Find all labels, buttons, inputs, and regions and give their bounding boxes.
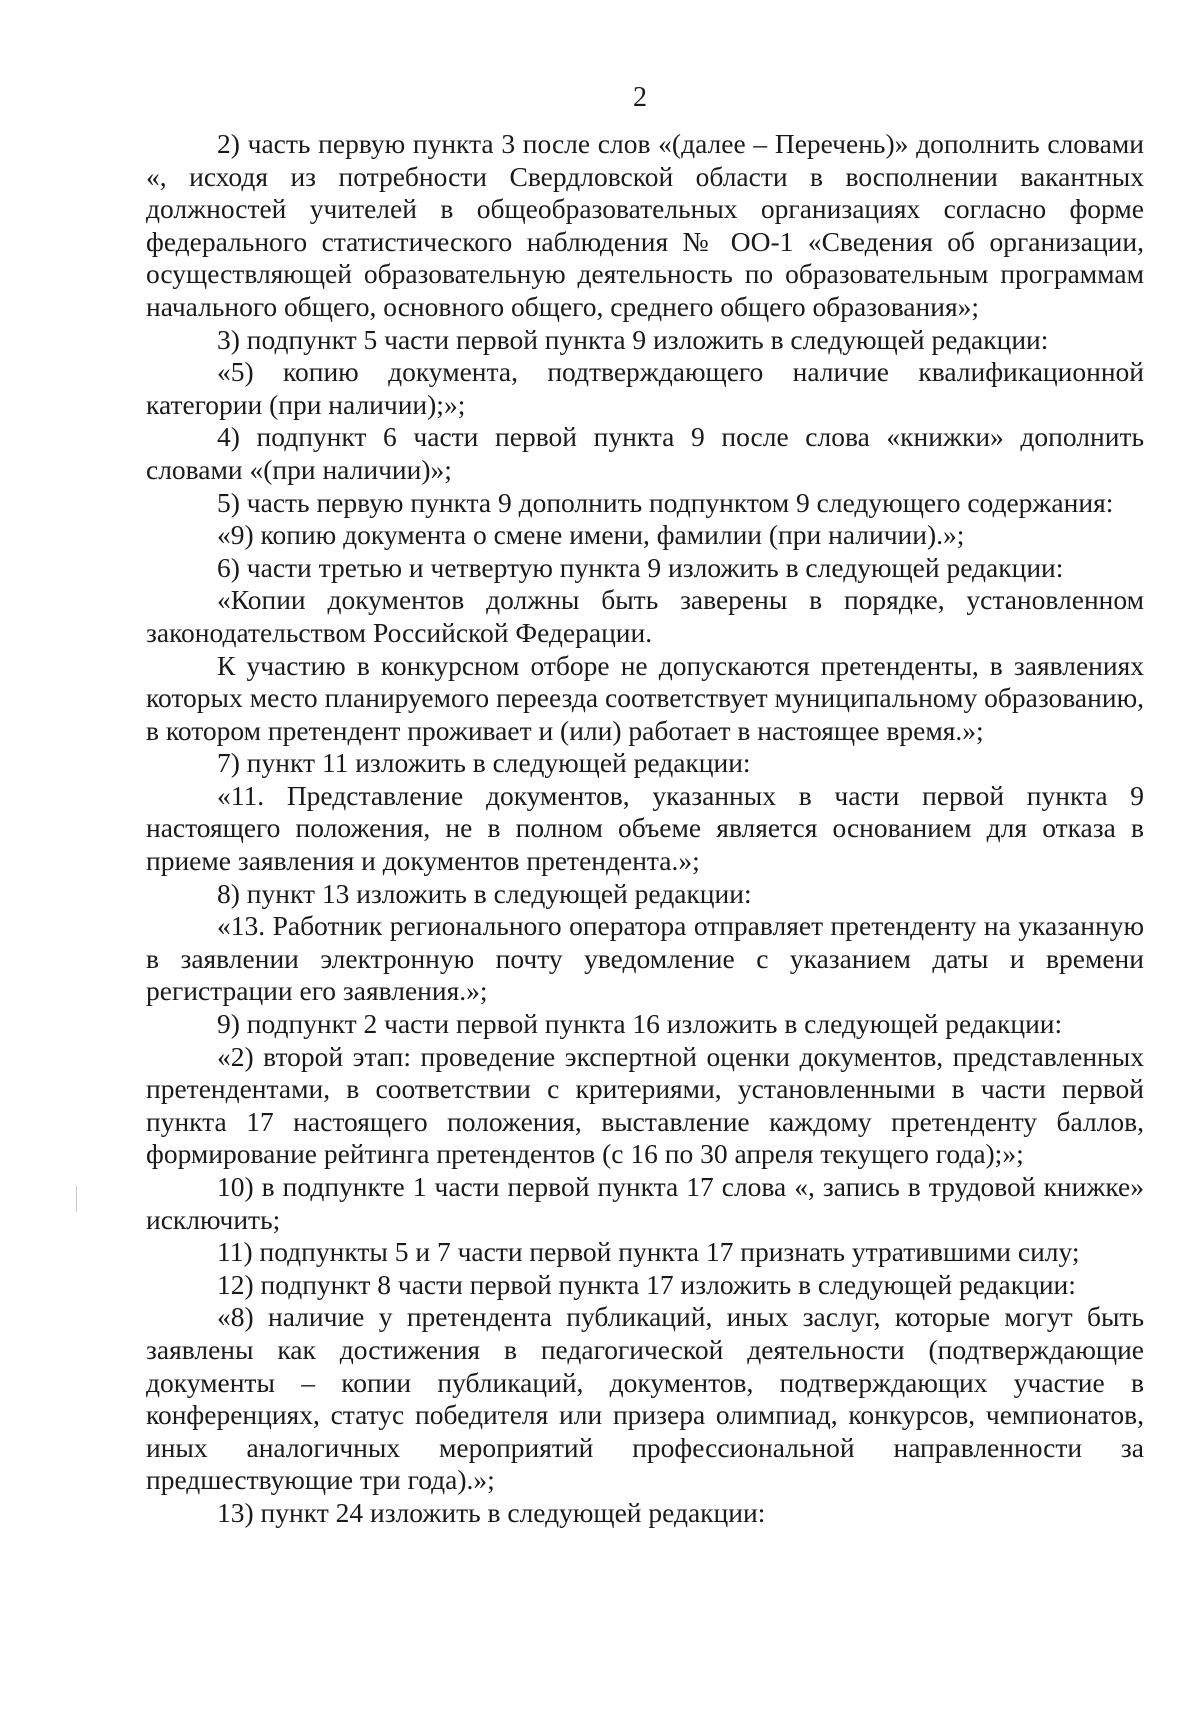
scan-artifact	[76, 1186, 77, 1212]
paragraph-quote-point-11: «11. Представление документов, указанных в части первой пункта 9 настоящего положения, не в полном объеме является основанием для отказа в приеме заявления и документов претендента.»;	[146, 779, 1144, 877]
paragraph-amendment-7: 7) пункт 11 изложить в следующей редакции:	[217, 747, 751, 779]
paragraph-quote-subpoint-8: «8) наличие у претендента публикаций, иных заслуг, которые могут быть заявлены как достижения в педагогической деятельности (подтверждающие документы – копии публикаций, документов, подтверждающих участие в конференциях, статус победителя или призера олимпиад, конкурсов, чемпионатов, иных аналогичных мероприятий профессиональной направленности за предшествующие три года).»;	[146, 1301, 1144, 1496]
paragraph-amendment-5: 5) часть первую пункта 9 дополнить подпунктом 9 следующего содержания:	[217, 486, 1114, 518]
paragraph-quote-subpoint-5: «5) копию документа, подтверждающего наличие квалификационной категории (при наличии);»;	[146, 356, 1144, 420]
paragraph-quote-subpoint-9: «9) копию документа о смене имени, фамилии (при наличии).»;	[217, 519, 965, 551]
document-body	[146, 128, 1144, 1530]
paragraph-quote-copies: «Копии документов должны быть заверены в порядке, установленном законодательством Российской Федерации.	[146, 584, 1144, 648]
paragraph-quote-admission: К участию в конкурсном отборе не допускаются претенденты, в заявлениях которых место планируемого переезда соответствует муниципальному образованию, в котором претендент проживает и (или) работает в настоящее время.»;	[146, 649, 1144, 746]
paragraph-quote-second-stage: «2) второй этап: проведение экспертной оценки документов, представленных претендентами, в соответствии с критериями, установленными в части первой пункта 17 настоящего положения, выставление каждому претенденту баллов, формирование рейтинга претендентов (с 16 по 30 апреля текущего года);»;	[146, 1040, 1144, 1170]
paragraph-amendment-6: 6) части третью и четвертую пункта 9 изложить в следующей редакции:	[217, 551, 1064, 583]
paragraph-amendment-3: 3) подпункт 5 части первой пункта 9 изложить в следующей редакции:	[217, 323, 1049, 355]
paragraph-amendment-10: 10) в подпункте 1 части первой пункта 17 слова «, запись в трудовой книжке» исключить;	[146, 1171, 1144, 1235]
paragraph-amendment-12: 12) подпункт 8 части первой пункта 17 изложить в следующей редакции:	[217, 1268, 1076, 1300]
paragraph-quote-point-13: «13. Работник регионального оператора отправляет претенденту на указанную в заявлении электронную почту уведомление с указанием даты и времени регистрации его заявления.»;	[146, 910, 1144, 1007]
paragraph-amendment-2: 2) часть первую пункта 3 после слов «(далее – Перечень)» дополнить словами «, исходя из потребности Свердловской области в восполнении вакантных должностей учителей в общеобразовательных организациях согласно форме федерального статистического наблюдения № ОО-1 «Сведения об организации, осуществляющей образовательную деятельность по образовательным программам начального общего, основного общего, среднего общего образования»;	[146, 128, 1144, 322]
page-number: 2	[633, 82, 647, 113]
paragraph-amendment-11: 11) подпункты 5 и 7 части первой пункта 17 признать утратившими силу;	[217, 1236, 1080, 1268]
paragraph-amendment-9: 9) подпункт 2 части первой пункта 16 изложить в следующей редакции:	[217, 1008, 1063, 1040]
paragraph-amendment-13: 13) пункт 24 изложить в следующей редакции:	[217, 1496, 766, 1528]
paragraph-amendment-8: 8) пункт 13 изложить в следующей редакции:	[217, 877, 752, 909]
paragraph-amendment-4: 4) подпункт 6 части первой пункта 9 после слова «книжки» дополнить словами «(при наличии)»;	[146, 421, 1144, 485]
